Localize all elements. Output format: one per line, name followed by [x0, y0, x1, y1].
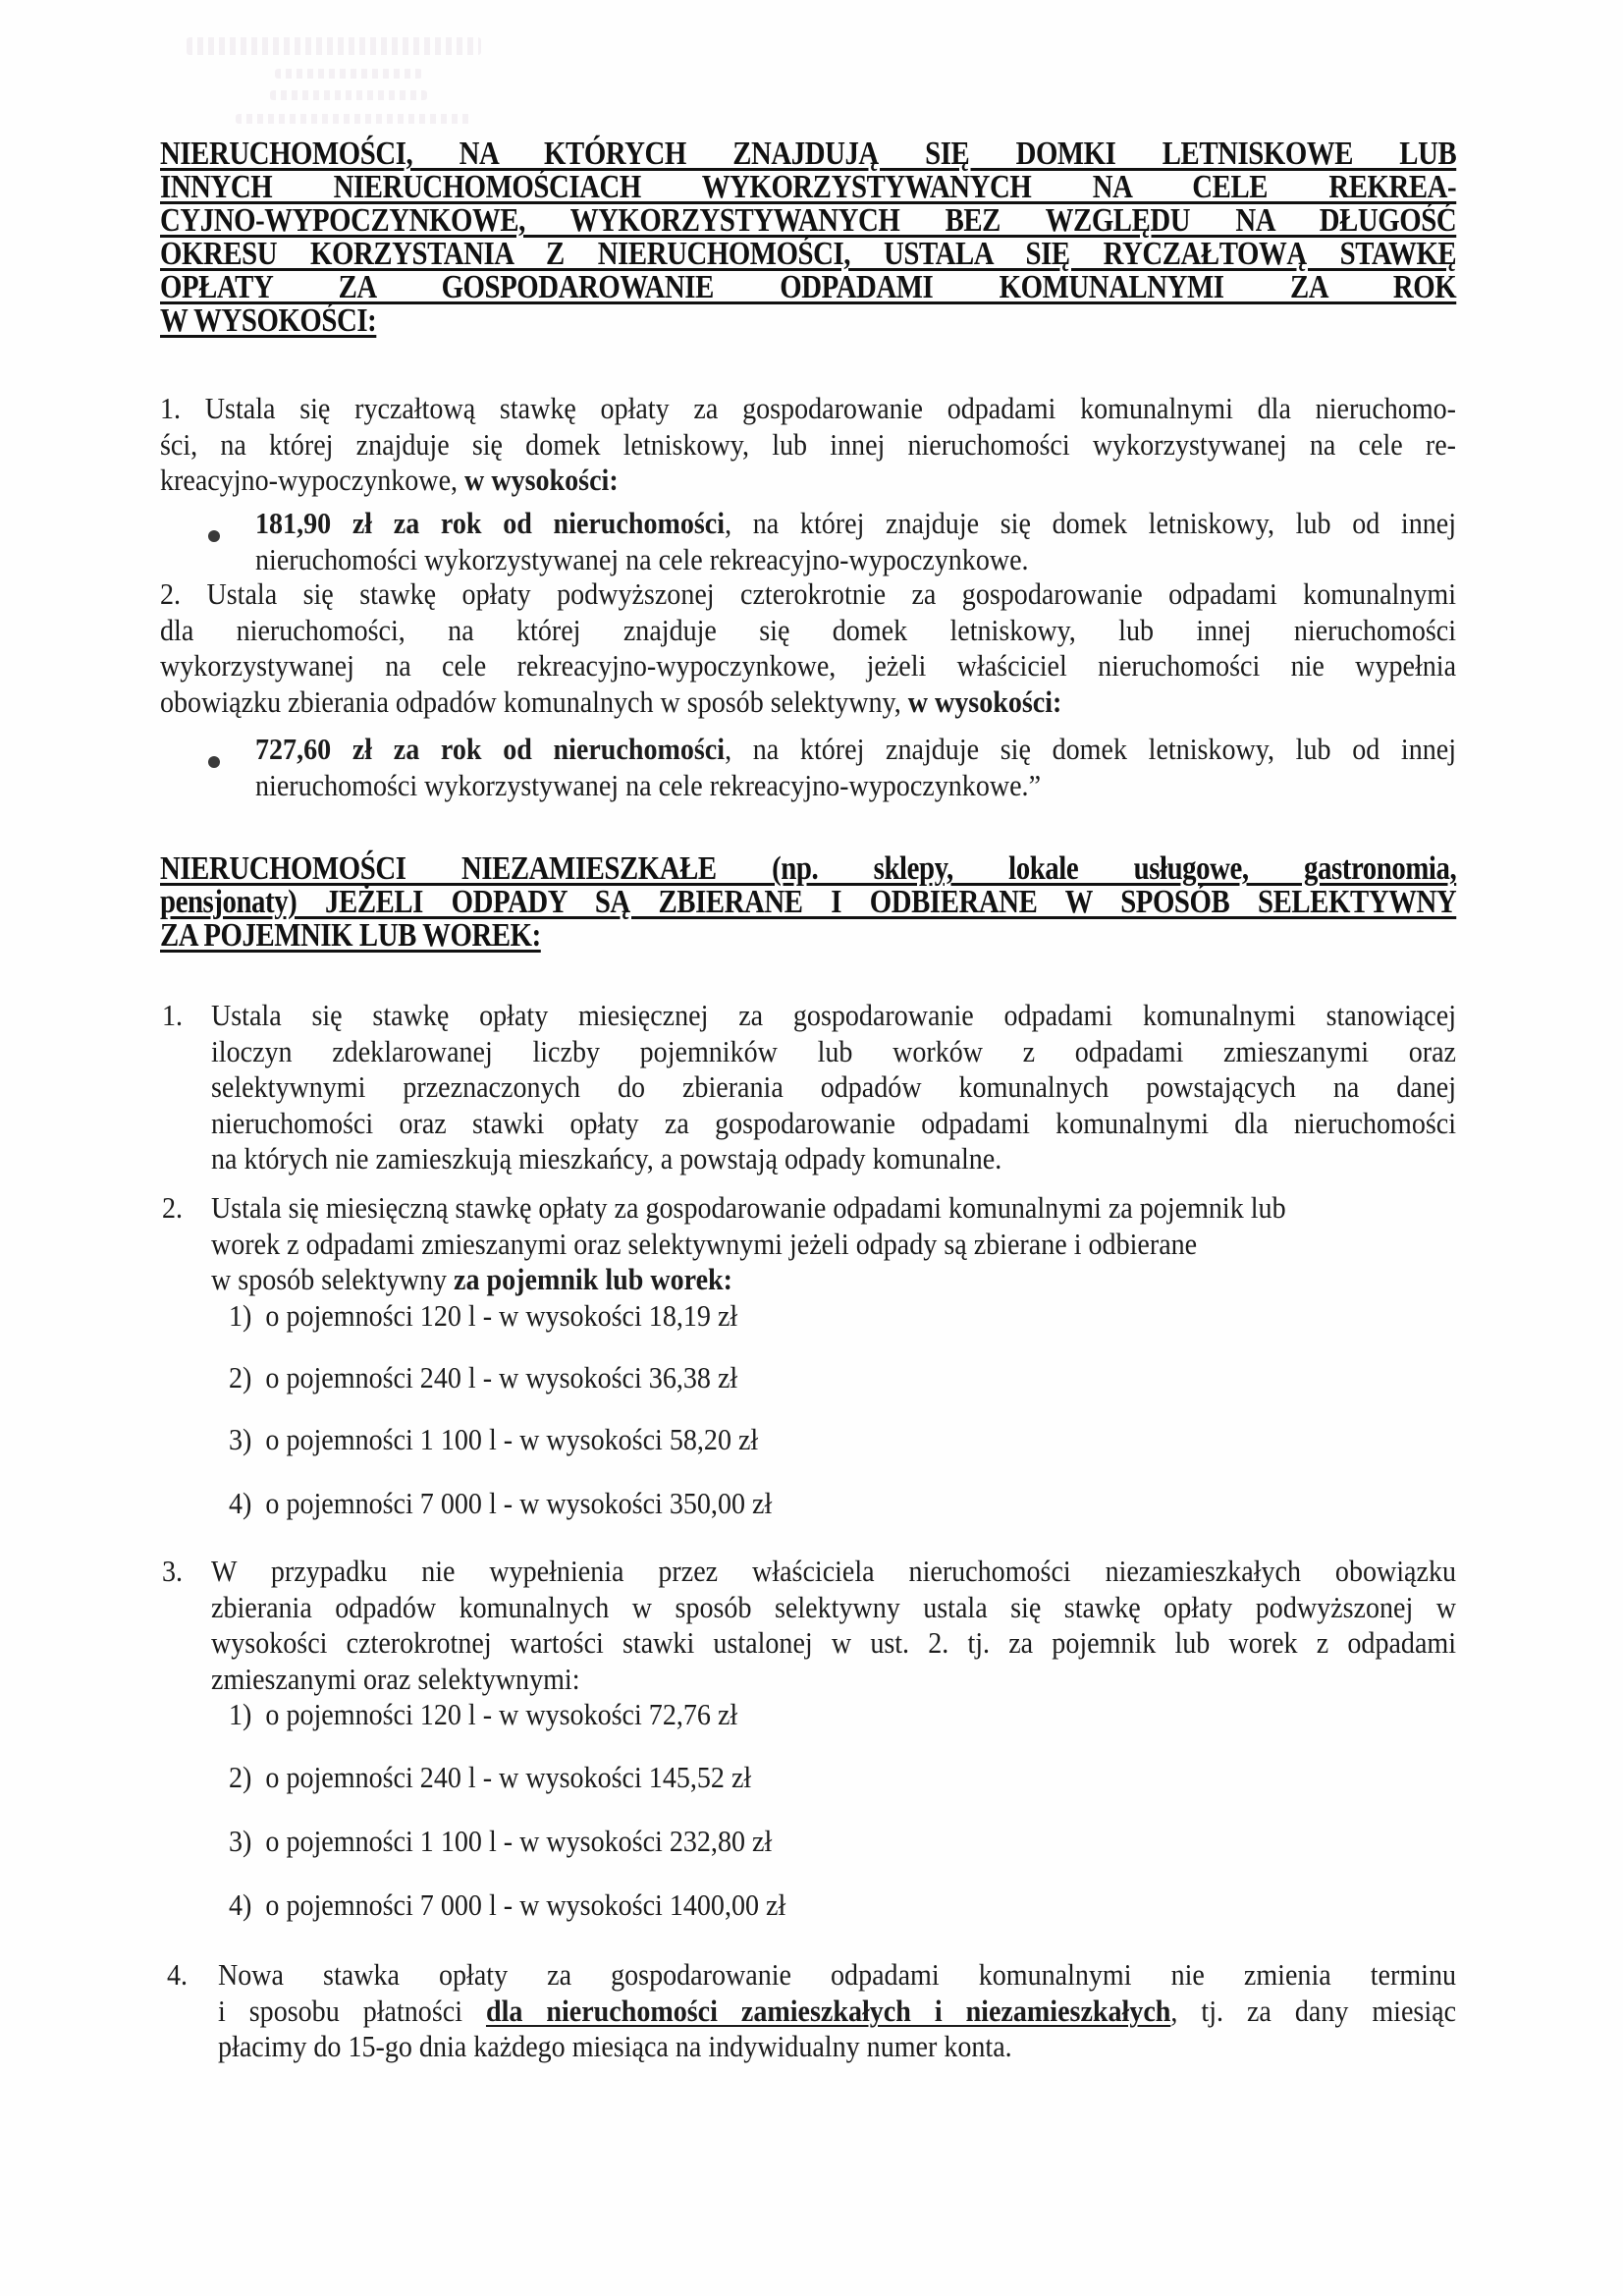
rate-number: 2) [229, 1760, 252, 1794]
rate-number: 4) [229, 1486, 252, 1520]
section-b-item-4 [218, 1957, 1456, 2065]
rate-line [255, 732, 1456, 768]
text: , tj. za dany miesiąc [1170, 1993, 1457, 2028]
heading-line: W WYSOKOŚCI: [160, 302, 377, 339]
section-a-heading [160, 137, 1456, 338]
rate-amount: 181,90 zł za rok od nieruchomości [255, 506, 726, 540]
heading-line: NIERUCHOMOŚCI, NA KTÓRYCH ZNAJDUJĄ SIĘ DOMKI LETNISKOWE LUB [160, 136, 1457, 172]
bold-text: za pojemnik lub worek: [454, 1262, 732, 1296]
text: w sposób selektywny [211, 1262, 455, 1296]
paragraph-line: worek z odpadami zmieszanymi oraz selektywnymi jeżeli odpady są zbierane i odbierane [211, 1226, 1198, 1261]
rate-line [255, 506, 1456, 542]
section-b-item-2 [211, 1190, 1456, 1298]
paragraph-line: ści, na której znajduje się domek letniskowy, lub innej nieruchomości wykorzystywanej na cele re- [160, 426, 1457, 462]
heading-line: CYJNO-WYPOCZYNKOWE, WYKORZYSTYWANYCH BEZ WZGLĘDU NA DŁUGOŚĆ [160, 202, 1457, 239]
paragraph-line: Ustala się miesięczną stawkę opłaty za gospodarowanie odpadami komunalnymi za pojemnik lub [211, 1190, 1286, 1225]
paragraph-line: nieruchomości oraz stawki opłaty za gospodarowanie odpadami komunalnymi dla nieruchomości [211, 1105, 1457, 1140]
heading-line: OKRESU KORZYSTANIA Z NIERUCHOMOŚCI, USTALA SIĘ RYCZAŁTOWĄ STAWKĘ [160, 236, 1457, 272]
section-a-item-2-rate [255, 732, 1456, 803]
heading-line: ZA POJEMNIK LUB WOREK: [160, 917, 541, 954]
paragraph-line: płacimy do 15-go dnia każdego miesiąca na indywidualny numer konta. [218, 2029, 1012, 2063]
item-number: 2. [162, 1190, 184, 1225]
bold-text: w wysokości: [907, 683, 1062, 719]
rate-text: o pojemności 7 000 l - w wysokości 350,00 zł [265, 1486, 773, 1520]
paragraph-line: wysokości czterokrotnej wartości stawki ustalonej w ust. 2. tj. za pojemnik lub worek z odpadami [211, 1625, 1457, 1660]
text: kreacyjno-wypoczynkowe, [160, 463, 465, 497]
rate-line: nieruchomości wykorzystywanej na cele rekreacyjno-wypoczynkowe.” [255, 767, 1042, 802]
paragraph-line: 2. Ustala się stawkę opłaty podwyższonej czterokrotnie za gospodarowanie odpadami komunalnymi [160, 576, 1457, 611]
rate-number: 4) [229, 1887, 252, 1922]
rate-number: 3) [229, 1422, 252, 1456]
section-b-item-3 [211, 1554, 1456, 1697]
rate-text: o pojemności 240 l - w wysokości 145,52 zł [265, 1760, 752, 1794]
rate-item [229, 1887, 785, 1924]
item-number: 4. [167, 1957, 189, 1992]
rate-number: 3) [229, 1824, 252, 1858]
paragraph-line: iloczyn zdeklarowanej liczby pojemników lub worków z odpadami zmieszanymi oraz [211, 1033, 1457, 1068]
heading-line: pensjonaty) JEŻELI ODPADY SĄ ZBIERANE I ODBIERANE W SPOSÓB SELEKTYWNY [160, 884, 1457, 920]
rate-item [229, 1298, 737, 1335]
rate-item [229, 1760, 751, 1796]
section-b-heading [160, 852, 1456, 953]
rate-line: nieruchomości wykorzystywanej na cele rekreacyjno-wypoczynkowe. [255, 541, 1029, 576]
bullet-icon [208, 756, 220, 768]
heading-line: INNYCH NIERUCHOMOŚCIACH WYKORZYSTYWANYCH NA CELE REKREA- [160, 169, 1457, 205]
rate-text: o pojemności 240 l - w wysokości 36,38 zł [265, 1360, 738, 1394]
text: , na której znajduje się domek letniskowy, lub od innej [725, 732, 1457, 766]
paragraph-line [160, 463, 1456, 499]
paragraph-line [211, 1262, 1456, 1298]
paragraph-line: W przypadku nie wypełnienia przez właściciela nieruchomości niezamieszkałych obowiązku [211, 1554, 1457, 1588]
rate-text: o pojemności 120 l - w wysokości 18,19 zł [265, 1298, 738, 1333]
section-b-item-1 [211, 998, 1456, 1177]
rate-item [229, 1824, 772, 1860]
paragraph-line: dla nieruchomości, na której znajduje się domek letniskowy, lub innej nieruchomości [160, 612, 1457, 647]
section-a-item-2 [160, 576, 1456, 720]
paragraph-line: Ustala się stawkę opłaty miesięcznej za gospodarowanie odpadami komunalnymi stanowiącej [211, 998, 1457, 1032]
bold-underlined-text: dla nieruchomości zamieszkałych i niezamieszkałych [485, 1993, 1171, 2028]
text: i sposobu płatności [218, 1993, 486, 2028]
section-a-item-1 [160, 391, 1456, 499]
heading-line: OPŁATY ZA GOSPODAROWANIE ODPADAMI KOMUNALNYMI ZA ROK [160, 269, 1457, 305]
section-a-item-1-rate [255, 506, 1456, 577]
paragraph-line: wykorzystywanej na cele rekreacyjno-wypoczynkowe, jeżeli właściciel nieruchomości nie wypełnia [160, 648, 1457, 683]
rate-text: o pojemności 1 100 l - w wysokości 58,20 zł [265, 1422, 759, 1456]
rate-item [229, 1422, 758, 1458]
paragraph-line: Nowa stawka opłaty za gospodarowanie odpadami komunalnymi nie zmienia terminu [218, 1957, 1457, 1992]
rate-text: o pojemności 1 100 l - w wysokości 232,80 zł [265, 1824, 773, 1858]
paragraph-line [160, 684, 1456, 721]
text: , na której znajduje się domek letniskowy, lub od innej [725, 506, 1457, 540]
bold-text: w wysokości: [464, 463, 619, 497]
paragraph-line [218, 1994, 1456, 2030]
rate-text: o pojemności 7 000 l - w wysokości 1400,00 zł [265, 1887, 786, 1922]
paragraph-line: zbierania odpadów komunalnych w sposób selektywny ustala się stawkę opłaty podwyższonej w [211, 1589, 1457, 1624]
paragraph-line: selektywnymi przeznaczonych do zbierania odpadów komunalnych powstających na danej [211, 1069, 1457, 1104]
faint-stamp [187, 29, 481, 133]
rate-item [229, 1697, 737, 1733]
rate-item [229, 1486, 772, 1522]
paragraph-line: 1. Ustala się ryczałtową stawkę opłaty za gospodarowanie odpadami komunalnymi dla nieruchomo- [160, 391, 1457, 425]
rate-text: o pojemności 120 l - w wysokości 72,76 zł [265, 1697, 738, 1731]
paragraph-line: zmieszanymi oraz selektywnymi: [211, 1661, 580, 1696]
paragraph-line: na których nie zamieszkują mieszkańcy, a powstają odpady komunalne. [211, 1141, 1002, 1175]
heading-line: NIERUCHOMOŚCI NIEZAMIESZKAŁE (np. sklepy, lokale usługowe, gastronomia, [160, 850, 1457, 887]
bullet-icon [208, 530, 220, 542]
item-number: 1. [162, 998, 184, 1032]
rate-item [229, 1360, 737, 1396]
rate-amount: 727,60 zł za rok od nieruchomości [255, 732, 726, 766]
rate-number: 1) [229, 1697, 252, 1731]
rate-number: 1) [229, 1298, 252, 1333]
rate-number: 2) [229, 1360, 252, 1394]
text: obowiązku zbierania odpadów komunalnych w sposób selektywny, [160, 683, 908, 719]
item-number: 3. [162, 1554, 184, 1588]
